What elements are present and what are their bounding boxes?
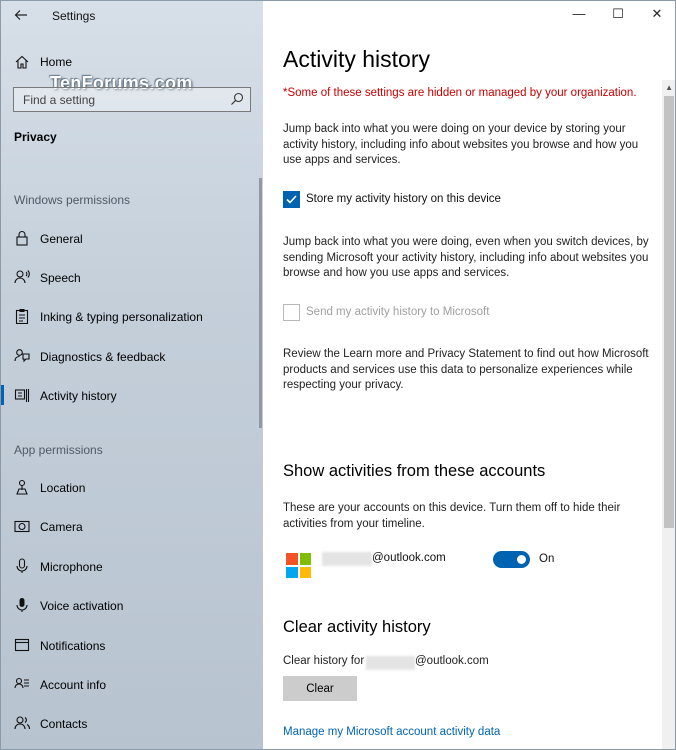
- home-icon: [13, 53, 31, 71]
- sidebar-item-label: Speech: [40, 271, 81, 285]
- toggle-knob: [517, 555, 526, 564]
- lock-icon: [13, 229, 31, 247]
- main-panel: [263, 0, 676, 750]
- managed-notice: *Some of these settings are hidden or managed by your organization.: [283, 87, 637, 99]
- page-title: Activity history: [283, 46, 430, 72]
- sidebar-item-label: Inking & typing personalization: [40, 310, 203, 324]
- speech-icon: [13, 268, 31, 286]
- notifications-icon: [13, 636, 31, 654]
- privacy-heading: Privacy: [14, 130, 57, 144]
- contacts-icon: [13, 714, 31, 732]
- account-row: [286, 551, 656, 581]
- sidebar-item-label: Notifications: [40, 639, 106, 653]
- send-history-label: Send my activity history to Microsoft: [306, 306, 490, 318]
- sidebar-item-label: General: [40, 232, 83, 246]
- manage-activity-data-link[interactable]: Manage my Microsoft account activity data: [283, 726, 501, 738]
- app-permissions-label: App permissions: [14, 443, 103, 457]
- back-button[interactable]: [10, 4, 32, 26]
- sidebar-scroll-indicator[interactable]: [259, 178, 262, 428]
- clipboard-icon: [13, 307, 31, 325]
- sidebar-item-label: Camera: [40, 520, 83, 534]
- sidebar-item-diagnostics[interactable]: [0, 341, 263, 371]
- search-box[interactable]: [13, 87, 251, 112]
- voice-activation-icon: [13, 596, 31, 614]
- camera-icon: [13, 517, 31, 535]
- sidebar-item-label: Microphone: [40, 560, 103, 574]
- sidebar-item-label: Voice activation: [40, 599, 124, 613]
- sidebar-item-label: Contacts: [40, 717, 88, 731]
- sidebar-item-notifications[interactable]: [0, 630, 263, 660]
- watermark: TenForums.com: [50, 73, 193, 93]
- sync-text: Jump back into what you were doing, even when you switch devices, by sending Microsoft your activity history, including info about websites you browse and how you use apps and services.: [283, 236, 649, 279]
- accounts-text: These are your accounts on this device. Turn them off to hide their activities from your timeline.: [283, 502, 621, 530]
- sidebar-item-label: Location: [40, 481, 86, 495]
- app-title: Settings: [52, 9, 96, 23]
- back-arrow-icon: [14, 8, 28, 22]
- sidebar-item-general[interactable]: [0, 223, 263, 253]
- send-history-checkbox[interactable]: [283, 304, 300, 321]
- clear-history-for-row: [283, 655, 653, 671]
- sidebar-item-inking-typing[interactable]: [0, 301, 263, 331]
- microphone-icon: [13, 557, 31, 575]
- checkmark-icon: [284, 192, 299, 207]
- sidebar-item-voice-activation[interactable]: [0, 590, 263, 620]
- sidebar-item-label: Activity history: [40, 389, 117, 403]
- sidebar-item-microphone[interactable]: [0, 551, 263, 581]
- scroll-up-icon[interactable]: ▲: [665, 83, 673, 92]
- minimize-button[interactable]: —: [572, 6, 586, 21]
- search-input[interactable]: [14, 88, 224, 111]
- sidebar-item-account-info[interactable]: [0, 669, 263, 699]
- store-history-option[interactable]: [283, 191, 653, 211]
- review-text: Review the Learn more and Privacy Statement to find out how Microsoft products and services use this data to personalize experiences while respecting your privacy.: [283, 348, 649, 391]
- account-toggle[interactable]: [493, 551, 530, 568]
- search-icon[interactable]: [230, 92, 244, 106]
- redacted-username: [366, 656, 415, 670]
- intro-text: Jump back into what you were doing on your device by storing your activity history, including info about websites you browse and how you use apps and services.: [283, 123, 639, 166]
- scrollbar-thumb[interactable]: [664, 96, 674, 528]
- clear-history-heading: Clear activity history: [283, 618, 431, 636]
- location-icon: [13, 478, 31, 496]
- close-button[interactable]: ✕: [651, 6, 663, 21]
- store-history-checkbox[interactable]: [283, 191, 300, 208]
- account-info-icon: [13, 675, 31, 693]
- windows-permissions-label: Windows permissions: [14, 193, 131, 207]
- toggle-state-label: On: [539, 553, 555, 565]
- sidebar: [0, 0, 263, 750]
- title-bar: [0, 0, 263, 30]
- sidebar-item-camera[interactable]: [0, 511, 263, 541]
- sidebar-item-contacts[interactable]: [0, 708, 263, 738]
- maximize-button[interactable]: ☐: [612, 6, 624, 21]
- sidebar-item-activity-history[interactable]: [0, 380, 263, 410]
- sidebar-item-label: Home: [40, 55, 73, 69]
- timeline-icon: [13, 386, 31, 404]
- microsoft-logo-icon: [286, 553, 311, 578]
- account-email: @outlook.com: [372, 552, 446, 564]
- feedback-icon: [13, 347, 31, 365]
- sidebar-item-speech[interactable]: [0, 262, 263, 292]
- sidebar-item-home[interactable]: [0, 48, 263, 76]
- send-history-option[interactable]: [283, 304, 653, 324]
- sidebar-item-label: Diagnostics & feedback: [40, 350, 166, 364]
- accounts-heading: Show activities from these accounts: [283, 462, 546, 480]
- clear-history-for-label: Clear history for: [283, 655, 365, 667]
- sidebar-item-location[interactable]: [0, 472, 263, 502]
- sidebar-item-label: Account info: [40, 678, 107, 692]
- clear-history-email: @outlook.com: [415, 655, 489, 667]
- store-history-label: Store my activity history on this device: [306, 193, 501, 205]
- redacted-username: [322, 552, 372, 566]
- clear-button[interactable]: Clear: [283, 676, 357, 701]
